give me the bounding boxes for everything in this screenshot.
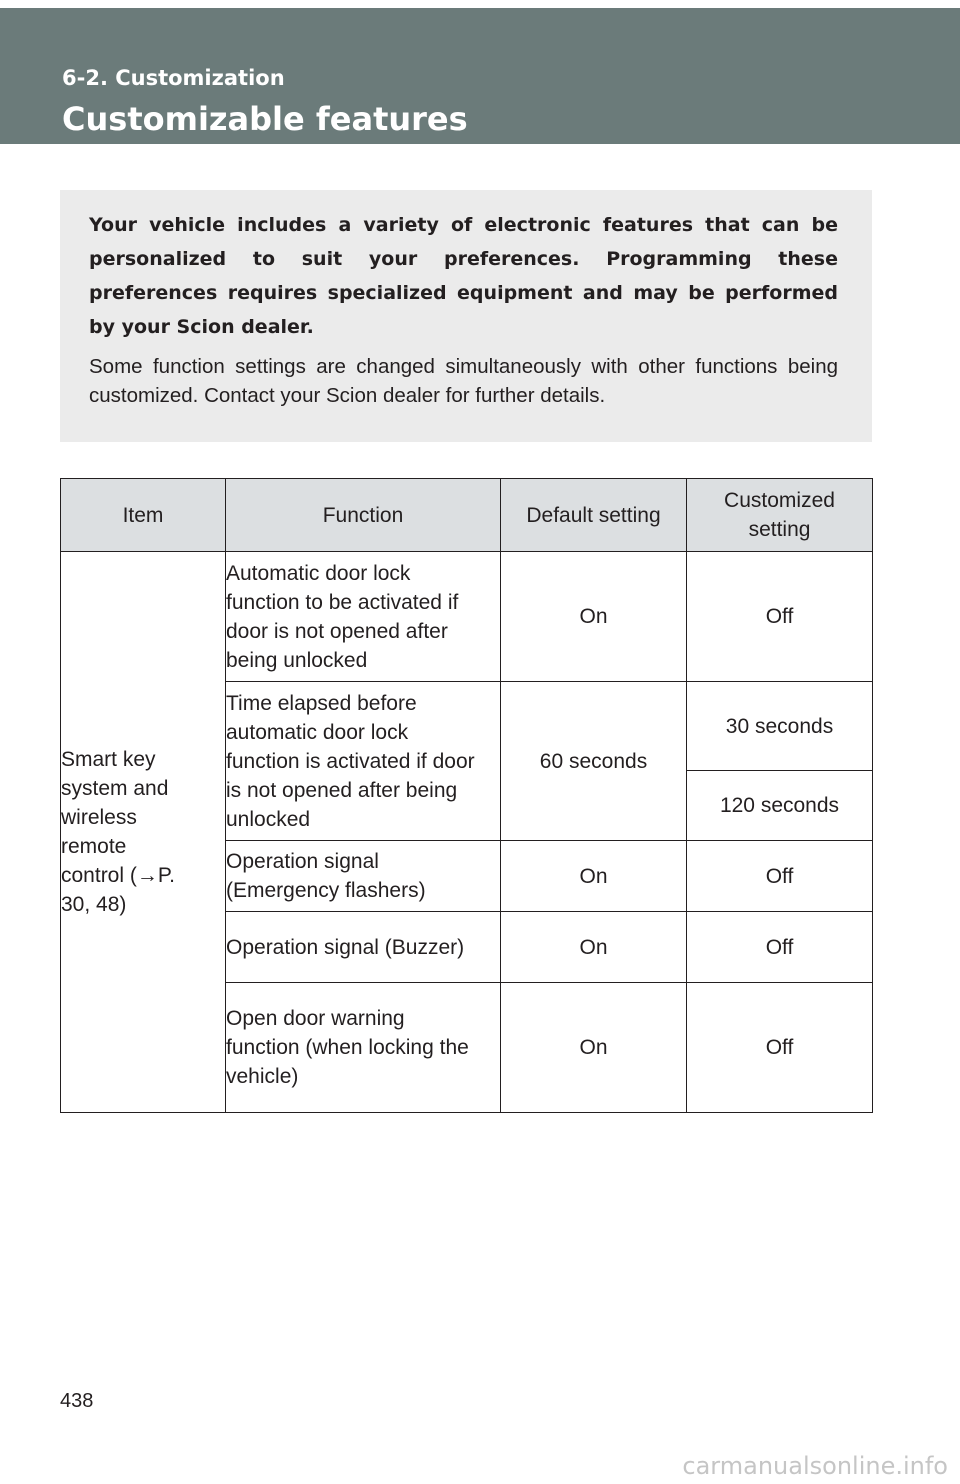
function-cell — [226, 552, 501, 682]
custom-cell: Off — [687, 983, 873, 1113]
item-cell — [61, 552, 226, 1113]
header-function: Function — [226, 479, 501, 552]
page-title: Customizable features — [62, 100, 468, 138]
function-text: Automatic door lock function to be activated if door is not opened after being unlocked — [226, 561, 459, 672]
page-number: 438 — [60, 1390, 94, 1412]
section-number: 6-2. Customization — [62, 66, 285, 90]
custom-cell: Off — [687, 552, 873, 682]
header-default-setting: Default setting — [501, 479, 687, 552]
intro-box — [60, 190, 872, 442]
function-text: Time elapsed before automatic door lock function is activated if door is not opened after being unlocked — [226, 691, 475, 831]
header-customized-setting — [687, 479, 873, 552]
function-cell — [226, 841, 501, 912]
table-header-row — [61, 479, 873, 552]
custom-cell: Off — [687, 841, 873, 912]
function-cell — [226, 682, 501, 841]
header-item: Item — [61, 479, 226, 552]
customization-table — [60, 478, 873, 1113]
default-cell: On — [501, 912, 687, 983]
default-cell: On — [501, 841, 687, 912]
watermark: carmanualsonline.info — [682, 1452, 948, 1480]
function-cell — [226, 983, 501, 1113]
function-text: Operation signal (Emergency flashers) — [226, 850, 426, 902]
intro-note-text: Some function settings are changed simultaneously with other functions being customized. Contact your Scion dealer for further details. — [89, 355, 838, 407]
function-text: Operation signal (Buzzer) — [226, 935, 465, 959]
custom-cell: 120 seconds — [687, 771, 873, 841]
item-label: Smart key system and wireless remote control (→P. 30, 48) — [61, 748, 175, 916]
table-row — [61, 552, 873, 682]
default-cell: On — [501, 552, 687, 682]
intro-bold-text: Your vehicle includes a variety of electronic features that can be personalized to suit your preferences. Programming these preferences requires specialized equipment and may be performed by your Scion dealer. — [89, 214, 838, 338]
custom-cell: 30 seconds — [687, 682, 873, 771]
default-cell: 60 seconds — [501, 682, 687, 841]
header-customized-label: Customized setting — [724, 489, 835, 541]
function-cell — [226, 912, 501, 983]
default-cell: On — [501, 983, 687, 1113]
chapter-header — [0, 8, 960, 144]
custom-cell: Off — [687, 912, 873, 983]
function-text: Open door warning function (when locking the vehicle) — [226, 1007, 469, 1088]
